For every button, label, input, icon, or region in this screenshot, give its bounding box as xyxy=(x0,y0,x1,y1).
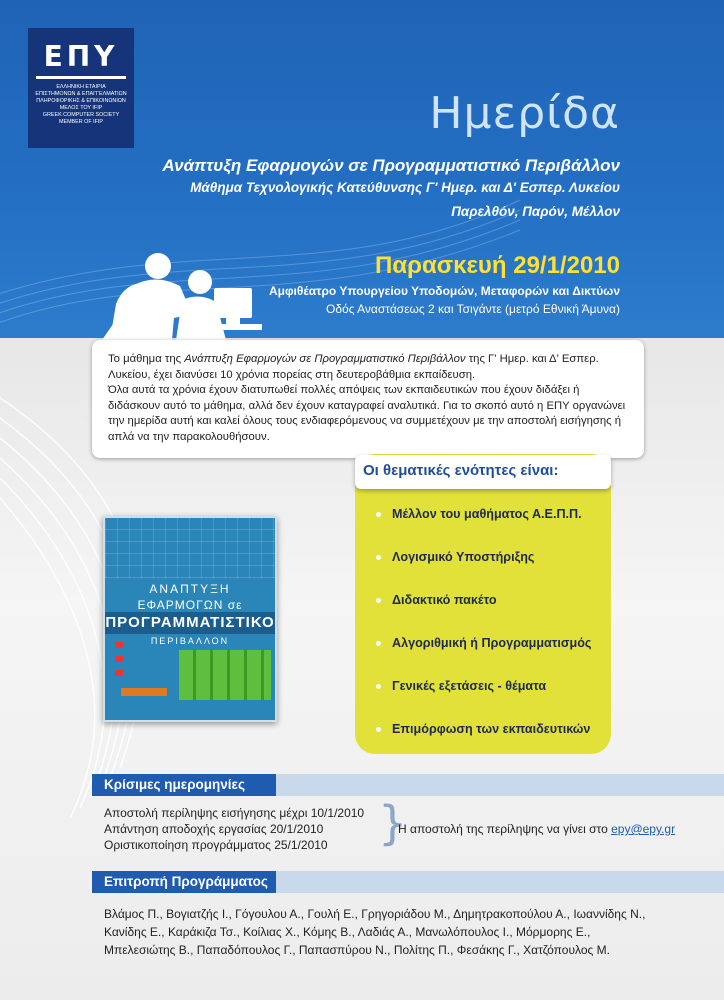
topic-label: Επιμόρφωση των εκπαιδευτικών xyxy=(392,722,591,736)
email-link[interactable]: epy@epy.gr xyxy=(611,822,676,836)
intro-course-name: Ανάπτυξη Εφαρμογών σε Προγραμματιστικό Περιβάλλον xyxy=(184,353,466,365)
topic-item xyxy=(376,679,546,693)
topic-label: Διδακτικό πακέτο xyxy=(392,593,497,607)
logo-mark: ΕΠΥ xyxy=(43,40,119,73)
event-venue: Αμφιθέατρο Υπουργείου Υποδομών, Μεταφορών και Δικτύων xyxy=(268,284,620,298)
date-item: Αποστολή περίληψης εισήγησης μέχρι 10/1/2010 xyxy=(104,806,365,820)
topic-item xyxy=(376,507,582,521)
cover-grid-graphic xyxy=(105,518,275,578)
topic-item xyxy=(376,636,591,650)
topic-label: Αλγοριθμική ή Προγραμματισμός xyxy=(392,636,592,650)
logo-line: ΕΠΙΣΤΗΜΟΝΩΝ & ΕΠΑΓΓΕΛΜΑΤΙΩΝ xyxy=(35,91,127,97)
topics-heading-box xyxy=(355,455,611,489)
dates-heading: Κρίσιμες ημερομηνίες xyxy=(104,777,245,792)
committee-line: Βλάμος Π., Βογιατζής Ι., Γόγουλου Α., Γουλή Ε., Γρηγοριάδου Μ., Δημητρακοπούλου Α., Ιωαννίδης Ν., xyxy=(104,907,646,921)
logo-line: MEMBER OF IFIP xyxy=(58,119,104,125)
intro-p1-c: της Γ' Ημερ. και Δ' Εσπερ. Λυκείου, έχει διανύσει 10 χρόνια πορείας στη δευτεροβάθμια εκπαίδευση. xyxy=(108,353,599,381)
committee-line: Κανίδης Ε., Καράκιζα Τσ., Κοίλιας Χ., Κόμης Β., Λαδιάς Α., Μανωλόπουλος Ι., Μόρμορης Ε., xyxy=(104,925,591,939)
people-at-computer-icon xyxy=(96,244,266,340)
cover-title-line: ΠΡΟΓΡΑΜΜΑΤΙΣΤΙΚΟ xyxy=(105,612,275,634)
intro-p1-a: Το μάθημα της xyxy=(108,353,185,365)
event-tagline: Παρελθόν, Παρόν, Μέλλον xyxy=(451,204,620,219)
date-item: Οριστικοποίηση προγράμματος 25/1/2010 xyxy=(104,838,328,852)
cover-icons-graphic xyxy=(115,642,123,682)
submission-note xyxy=(398,822,675,836)
logo-line: ΜΕΛΟΣ ΤΟΥ IFIP xyxy=(59,105,103,111)
event-subtitle: Ανάπτυξη Εφαρμογών σε Προγραμματιστικό Περιβάλλον xyxy=(162,156,620,175)
committee-heading-box xyxy=(92,871,276,893)
topic-item xyxy=(376,550,534,564)
event-address: Οδός Αναστάσεως 2 και Τσιγάντε (μετρό Εθνική Άμυνα) xyxy=(326,302,620,316)
bullet-icon xyxy=(376,684,381,689)
event-date: Παρασκευή 29/1/2010 xyxy=(375,252,620,279)
keyboard-graphic xyxy=(179,650,271,700)
textbook-cover-image xyxy=(103,516,277,722)
epy-logo xyxy=(28,28,134,148)
committee-heading: Επιτροπή Προγράμματος xyxy=(104,874,268,889)
committee-list xyxy=(104,905,664,959)
brace-icon: } xyxy=(378,796,408,850)
logo-line: ΕΛΛΗΝΙΚΗ ΕΤΑΙΡΙΑ xyxy=(56,84,106,90)
page-title: Ημερίδα xyxy=(429,88,620,139)
cover-title-line: ΕΦΑΡΜΟΓΩΝ σε xyxy=(137,598,243,612)
committee-line: Μπελεσιώτης Β., Παπαδόπουλος Γ., Παπασπύρου Ν., Πολίτης Π., Φεσάκης Γ., Χατζόπουλος Μ. xyxy=(104,943,610,957)
intro-p2: Όλα αυτά τα χρόνια έχουν διατυπωθεί πολλές απόψεις των εκπαιδευτικών που έχουν διδάξει ή διδάσκουν αυτό το μάθημα, αλλά δεν έχουν καταγραφεί αναλυτικά. Για το σκοπό αυτό η ΕΠΥ οργανώνει την ημερίδα αυτή και καλεί όλους τους ενδιαφερόμενους να συμμετέχουν με την αποστολή εισήγησης ή απλά να την παρακολουθήσουν. xyxy=(108,384,626,443)
cover-title-line: ΑΝΑΠΤΥΞΗ xyxy=(149,582,231,596)
submission-text: Η αποστολή της περίληψης να γίνει στο xyxy=(398,822,612,836)
topic-label: Γενικές εξετάσεις - θέματα xyxy=(392,679,547,693)
bullet-icon xyxy=(376,598,381,603)
intro-box xyxy=(92,340,644,458)
intro-text xyxy=(108,352,633,445)
logo-divider xyxy=(36,76,126,79)
topic-label: Μέλλον του μαθήματος Α.Ε.Π.Π. xyxy=(392,507,582,521)
logo-line: ΠΛΗΡΟΦΟΡΙΚΗΣ & ΕΠΙΚΟΙΝΩΝΙΩΝ xyxy=(36,98,126,104)
topic-label: Λογισμικό Υποστήριξης xyxy=(392,550,535,564)
topics-heading: Οι θεματικές ενότητες είναι: xyxy=(363,462,559,479)
cover-label-bar xyxy=(121,688,167,696)
topic-item xyxy=(376,593,497,607)
event-course: Μάθημα Τεχνολογικής Κατεύθυνσης Γ' Ημερ. και Δ' Εσπερ. Λυκείου xyxy=(190,180,620,195)
bullet-icon xyxy=(376,555,381,560)
dates-heading-box xyxy=(92,774,276,796)
bullet-icon xyxy=(376,727,381,732)
logo-caption xyxy=(32,84,130,126)
cover-title-line: ΠΕΡΙΒΑΛΛΟΝ xyxy=(150,636,230,646)
bullet-icon xyxy=(376,512,381,517)
date-item: Απάντηση αποδοχής εργασίας 20/1/2010 xyxy=(104,822,324,836)
section-rule xyxy=(276,871,724,893)
bullet-icon xyxy=(376,641,381,646)
section-rule xyxy=(276,774,724,796)
logo-line: GREEK COMPUTER SOCIETY xyxy=(42,112,120,118)
topic-item xyxy=(376,722,590,736)
